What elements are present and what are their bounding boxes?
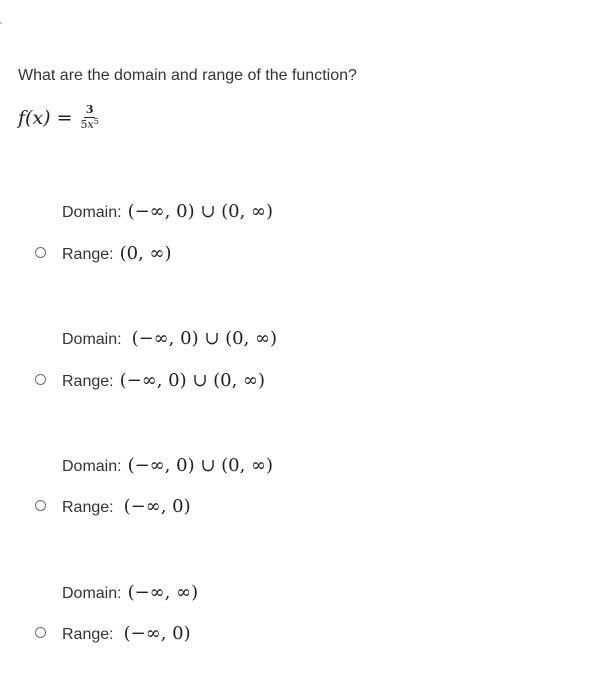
option-4-domain-value: (−∞, ∞): [127, 582, 199, 603]
option-4-radio-button[interactable]: [35, 627, 46, 638]
denominator-variable: x: [87, 118, 94, 131]
option-3-radio-button[interactable]: [35, 500, 46, 511]
option-3-range-value: (−∞, 0): [123, 496, 191, 517]
option-2-domain-label: Domain:: [62, 331, 122, 348]
option-3-range-label: Range:: [62, 499, 114, 516]
option-1-range: [62, 243, 172, 264]
option-1-range-label: Range:: [62, 246, 114, 263]
option-4-range-label: Range:: [62, 626, 114, 643]
option-4-range: [62, 623, 191, 644]
fraction-denominator: [81, 118, 99, 131]
option-2-domain: [62, 328, 277, 349]
option-3-domain-value: (−∞, 0) ∪ (0, ∞): [127, 455, 274, 476]
option-2-range-label: Range:: [62, 373, 114, 390]
fraction-numerator: 3: [85, 103, 94, 116]
option-4-domain-label: Domain:: [62, 585, 122, 602]
function-fraction: [81, 104, 99, 131]
option-1-domain: [62, 201, 273, 222]
question-prompt: What are the domain and range of the function?: [18, 67, 357, 84]
option-1-domain-label: Domain:: [62, 204, 122, 221]
equals-sign: =: [56, 106, 73, 129]
option-4-domain: [62, 582, 198, 603]
option-2-domain-value: (−∞, 0) ∪ (0, ∞): [131, 328, 278, 349]
denominator-exponent: 5: [93, 117, 99, 126]
option-3-domain-label: Domain:: [62, 458, 122, 475]
denominator-coefficient: 5: [80, 118, 88, 131]
option-1-range-value: (0, ∞): [119, 243, 172, 264]
option-2-radio-button[interactable]: [35, 374, 46, 385]
function-lhs: f(x): [18, 106, 51, 129]
option-4-range-value: (−∞, 0): [123, 623, 191, 644]
edge-marker: [0, 22, 2, 24]
function-expression: [18, 104, 99, 131]
option-3-domain: [62, 455, 273, 476]
option-1-radio-button[interactable]: [35, 247, 46, 258]
option-2-range: [62, 370, 265, 391]
option-2-range-value: (−∞, 0) ∪ (0, ∞): [119, 370, 266, 391]
option-3-range: [62, 496, 191, 517]
option-1-domain-value: (−∞, 0) ∪ (0, ∞): [127, 201, 274, 222]
